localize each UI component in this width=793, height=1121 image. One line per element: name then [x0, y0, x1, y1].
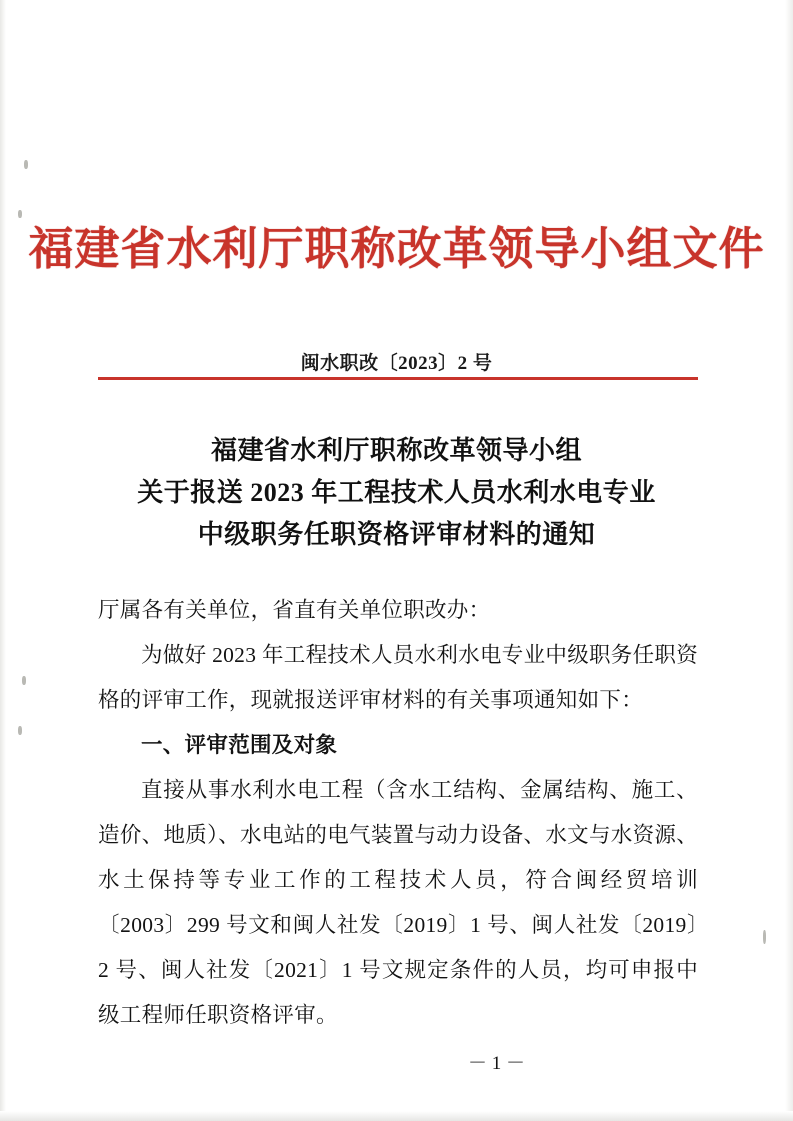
paragraph-salutation: 厅属各有关单位，省直有关单位职改办： — [98, 598, 491, 622]
notice-heading — [0, 430, 793, 556]
page-number: － 1 － — [467, 1053, 525, 1074]
scan-speck — [22, 676, 26, 685]
scan-speck — [24, 160, 28, 169]
red-divider-rule — [98, 377, 698, 380]
scan-speck — [763, 930, 766, 944]
document-body — [98, 588, 698, 1038]
heading-line-1: 福建省水利厅职称改革领导小组 — [210, 436, 582, 465]
heading-line-2: 关于报送 2023 年工程技术人员水利水电专业 — [137, 478, 656, 507]
scan-edge-left — [0, 0, 6, 1121]
paragraph-intro: 为做好 2023 年工程技术人员水利水电专业中级职务任职资格的评审工作，现就报送评审材料的有关事项通知如下： — [98, 643, 698, 712]
scan-edge-bottom — [0, 1111, 793, 1121]
paragraph-scope: 直接从事水利水电工程（含水工结构、金属结构、施工、造价、地质）、水电站的电气装置与动力设备、水文与水资源、水土保持等专业工作的工程技术人员，符合闽经贸培训〔2003〕299 号文和闽人社发〔2019〕1 号、闽人社发〔2019〕2 号、闽人社发〔2021〕1 号文规定条件的人员，均可申报中级工程师任职资格评审。 — [98, 778, 698, 1027]
scan-edge-right — [785, 0, 793, 1121]
section-heading-one: 一、评审范围及对象 — [141, 733, 338, 757]
scan-speck — [18, 726, 22, 735]
heading-line-3: 中级职务任职资格评审材料的通知 — [197, 520, 596, 549]
document-title: 福建省水利厅职称改革领导小组文件 — [28, 222, 765, 275]
document-number: 闽水职改〔2023〕2 号 — [300, 353, 493, 374]
